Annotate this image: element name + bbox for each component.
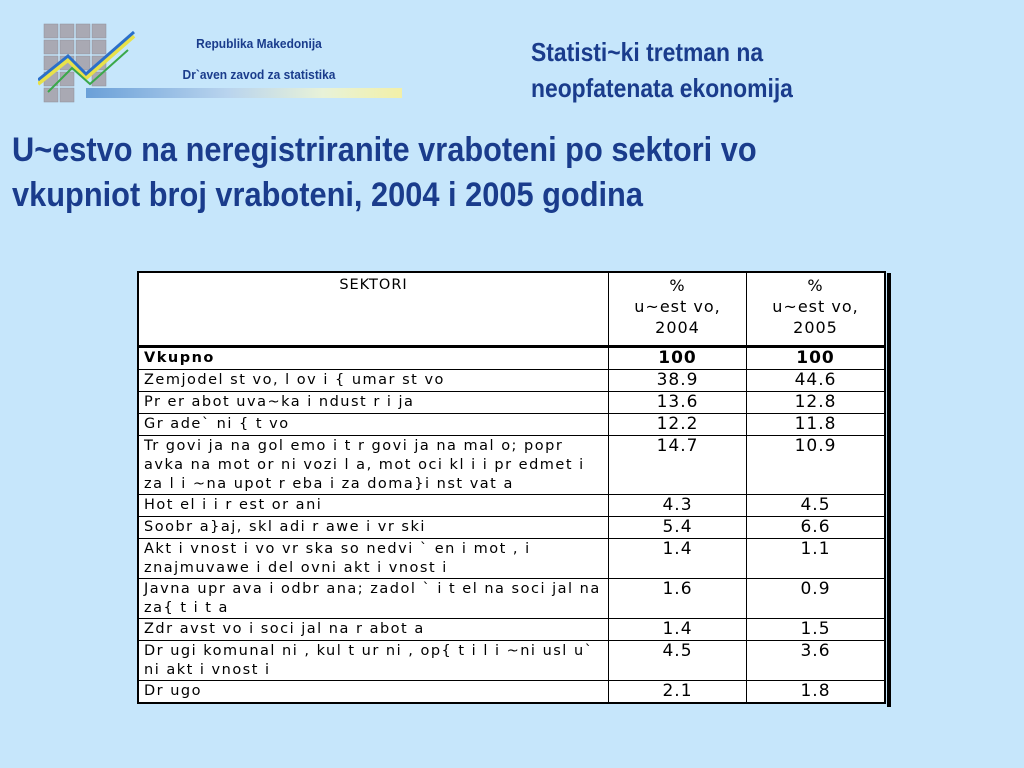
table-row — [138, 347, 885, 370]
value-2005-cell: 44.6 — [747, 370, 886, 392]
value-2004-cell: 5.4 — [609, 517, 747, 539]
organization-name-line1: Republika Makedonija — [196, 36, 322, 51]
subtitle-line1: Statisti~ki tretman na — [531, 37, 764, 67]
value-2005-cell: 1.8 — [747, 681, 886, 704]
value-2005-cell: 1.1 — [747, 539, 886, 579]
slide-subtitle — [531, 34, 945, 106]
table-row — [138, 436, 885, 495]
sector-cell: Vkupno — [138, 347, 609, 370]
title-line2: vkupniot broj vraboteni, 2004 i 2005 godina — [12, 176, 643, 214]
sector-cell: Akt i vnost i vo vr ska so nedvi ` en i mot , i znajmuvawe i del ovni akt i vnost i — [138, 539, 609, 579]
sector-cell: Gr ade` ni { t vo — [138, 414, 609, 436]
sector-cell: Dr ugi komunal ni , kul t ur ni , op{ t i l i ~ni usl u` ni akt i vnost i — [138, 641, 609, 681]
column-header-2004-line2: u~est vo, — [634, 297, 721, 316]
table-row — [138, 641, 885, 681]
value-2005-cell: 4.5 — [747, 495, 886, 517]
header-gradient-bar — [86, 88, 402, 98]
value-2005-cell: 100 — [747, 347, 886, 370]
column-header-2005-line2: u~est vo, — [772, 297, 859, 316]
column-header-sektori: SEKTORI — [138, 272, 609, 347]
table-row — [138, 517, 885, 539]
column-header-2004-line1: % — [669, 276, 686, 295]
column-header-2005-line1: % — [807, 276, 824, 295]
table-row — [138, 579, 885, 619]
slide-title — [12, 128, 1007, 218]
sector-cell: Zdr avst vo i soci jal na r abot a — [138, 619, 609, 641]
sector-cell: Dr ugo — [138, 681, 609, 704]
table-row — [138, 370, 885, 392]
sector-cell: Pr er abot uva~ka i ndust r i ja — [138, 392, 609, 414]
sector-cell: Soobr a}aj, skl adi r awe i vr ski — [138, 517, 609, 539]
sector-cell: Javna upr ava i odbr ana; zadol ` i t el na soci jal na za{ t i t a — [138, 579, 609, 619]
value-2004-cell: 4.3 — [609, 495, 747, 517]
sector-cell: Hot el i i r est or ani — [138, 495, 609, 517]
table-row — [138, 619, 885, 641]
value-2004-cell: 13.6 — [609, 392, 747, 414]
table-row — [138, 495, 885, 517]
value-2005-cell: 11.8 — [747, 414, 886, 436]
sector-cell: Tr govi ja na gol emo i t r govi ja na mal o; popr avka na mot or ni vozi l a, mot oci kl i i pr edmet i za l i ~na upot r eba i za doma}i nst vat a — [138, 436, 609, 495]
column-header-2004-line3: 2004 — [655, 318, 700, 337]
table-row — [138, 681, 885, 704]
value-2005-cell: 3.6 — [747, 641, 886, 681]
value-2005-cell: 12.8 — [747, 392, 886, 414]
sector-cell: Zemjodel st vo, l ov i { umar st vo — [138, 370, 609, 392]
value-2005-cell: 0.9 — [747, 579, 886, 619]
table-row — [138, 392, 885, 414]
value-2004-cell: 14.7 — [609, 436, 747, 495]
value-2005-cell: 6.6 — [747, 517, 886, 539]
value-2005-cell: 1.5 — [747, 619, 886, 641]
value-2004-cell: 4.5 — [609, 641, 747, 681]
title-line1: U~estvo na neregistriranite vraboteni po sektori vo — [12, 131, 757, 169]
value-2004-cell: 1.4 — [609, 539, 747, 579]
subtitle-line2: neopfatenata ekonomija — [531, 73, 793, 103]
column-header-2004 — [609, 272, 747, 347]
organization-name-line2: Dr`aven zavod za statistika — [182, 67, 336, 82]
table-row — [138, 539, 885, 579]
column-header-2005 — [747, 272, 886, 347]
value-2004-cell: 1.4 — [609, 619, 747, 641]
table-row — [138, 414, 885, 436]
table-shadow — [887, 273, 891, 707]
value-2004-cell: 38.9 — [609, 370, 747, 392]
value-2005-cell: 10.9 — [747, 436, 886, 495]
column-header-2005-line3: 2005 — [793, 318, 838, 337]
value-2004-cell: 2.1 — [609, 681, 747, 704]
employment-share-table — [137, 271, 886, 704]
value-2004-cell: 1.6 — [609, 579, 747, 619]
value-2004-cell: 100 — [609, 347, 747, 370]
value-2004-cell: 12.2 — [609, 414, 747, 436]
